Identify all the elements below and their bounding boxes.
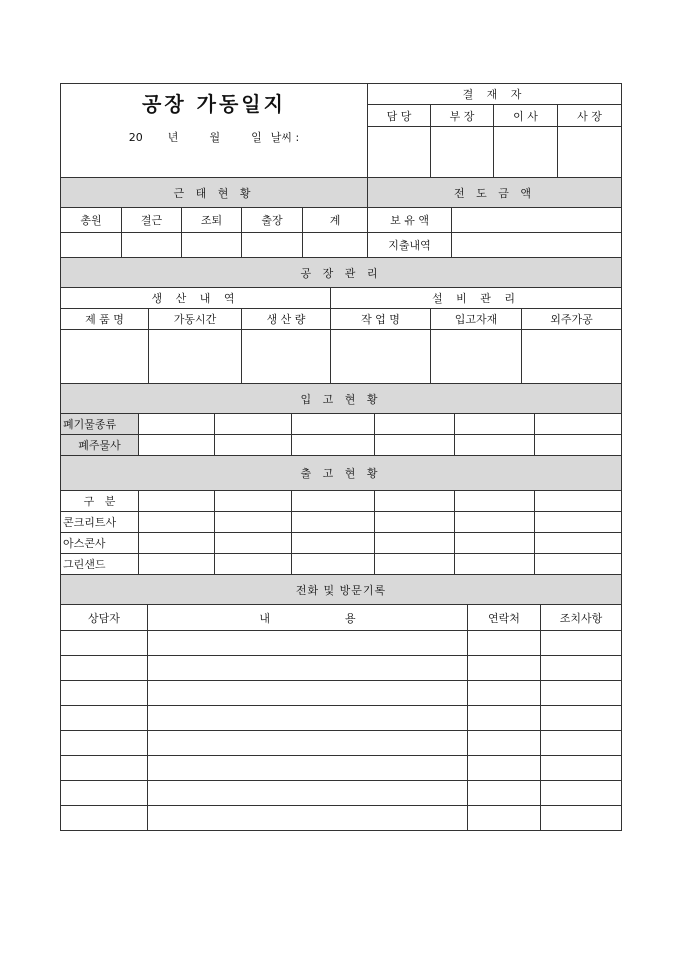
- outgoing-input[interactable]: [215, 533, 292, 554]
- attendance-input[interactable]: [61, 233, 122, 258]
- outgoing-input[interactable]: [139, 512, 215, 533]
- factory-input[interactable]: [522, 330, 622, 384]
- in-out-table: [60, 383, 622, 575]
- cash-input[interactable]: [452, 233, 622, 258]
- incoming-row-label: 폐주물사: [61, 435, 139, 456]
- cash-row-label: 보 유 액: [368, 208, 452, 233]
- record-input[interactable]: [148, 731, 468, 756]
- record-input[interactable]: [541, 631, 622, 656]
- factory-input[interactable]: [149, 330, 242, 384]
- incoming-row-label: 폐기물종류: [61, 414, 139, 435]
- record-input[interactable]: [148, 631, 468, 656]
- approver-label: 부 장: [431, 105, 494, 127]
- outgoing-input[interactable]: [535, 533, 622, 554]
- factory-col: 입고자재: [431, 309, 522, 330]
- incoming-input[interactable]: [215, 414, 292, 435]
- outgoing-row-label: 구 분: [61, 491, 139, 512]
- records-col-part: 내: [259, 611, 270, 625]
- date-day-label: 일: [251, 131, 262, 144]
- outgoing-input[interactable]: [535, 512, 622, 533]
- record-input[interactable]: [541, 681, 622, 706]
- records-title: 전화 및 방문기록: [61, 575, 622, 605]
- factory-col: 가동시간: [149, 309, 242, 330]
- incoming-input[interactable]: [139, 414, 215, 435]
- attendance-input[interactable]: [303, 233, 368, 258]
- factory-col: 작 업 명: [331, 309, 431, 330]
- factory-input[interactable]: [331, 330, 431, 384]
- record-input[interactable]: [61, 731, 148, 756]
- record-input[interactable]: [61, 806, 148, 831]
- outgoing-input[interactable]: [215, 491, 292, 512]
- date-line: [61, 129, 367, 145]
- record-input[interactable]: [148, 806, 468, 831]
- record-input[interactable]: [148, 681, 468, 706]
- records-table: [60, 574, 622, 831]
- outgoing-input[interactable]: [139, 533, 215, 554]
- record-input[interactable]: [61, 631, 148, 656]
- cash-row-label: 지출내역: [368, 233, 452, 258]
- records-col-part: 용: [345, 611, 356, 625]
- factory-col: 제 품 명: [61, 309, 149, 330]
- incoming-title: 입 고 현 황: [61, 384, 622, 414]
- signature-box[interactable]: [368, 127, 431, 178]
- outgoing-input[interactable]: [375, 554, 455, 575]
- incoming-input[interactable]: [292, 435, 375, 456]
- records-col: 조치사항: [541, 605, 622, 631]
- factory-input[interactable]: [431, 330, 522, 384]
- outgoing-input[interactable]: [455, 554, 535, 575]
- outgoing-input[interactable]: [375, 512, 455, 533]
- signature-box[interactable]: [558, 127, 622, 178]
- outgoing-input[interactable]: [292, 554, 375, 575]
- record-input[interactable]: [468, 656, 541, 681]
- approval-title: 결 재 자: [368, 84, 622, 105]
- factory-log-form: [60, 83, 621, 831]
- cash-title: 전 도 금 액: [368, 178, 622, 208]
- record-input[interactable]: [468, 731, 541, 756]
- outgoing-input[interactable]: [292, 533, 375, 554]
- record-input[interactable]: [541, 656, 622, 681]
- record-input[interactable]: [541, 731, 622, 756]
- record-input[interactable]: [541, 806, 622, 831]
- record-input[interactable]: [468, 781, 541, 806]
- outgoing-input[interactable]: [139, 491, 215, 512]
- factory-col: 외주가공: [522, 309, 622, 330]
- outgoing-input[interactable]: [535, 491, 622, 512]
- record-input[interactable]: [61, 781, 148, 806]
- attendance-input[interactable]: [242, 233, 303, 258]
- record-input[interactable]: [148, 656, 468, 681]
- record-input[interactable]: [61, 656, 148, 681]
- incoming-input[interactable]: [455, 435, 535, 456]
- date-year-label: 년: [167, 131, 179, 144]
- date-weather-label: 날씨 :: [270, 131, 300, 144]
- incoming-input[interactable]: [139, 435, 215, 456]
- attendance-title: 근 태 현 황: [61, 178, 368, 208]
- record-input[interactable]: [468, 681, 541, 706]
- attendance-col: 조퇴: [182, 208, 242, 233]
- outgoing-input[interactable]: [292, 512, 375, 533]
- attendance-col: 결근: [122, 208, 182, 233]
- outgoing-input[interactable]: [535, 554, 622, 575]
- outgoing-input[interactable]: [375, 491, 455, 512]
- production-title: 생 산 내 역: [61, 288, 331, 309]
- incoming-input[interactable]: [375, 414, 455, 435]
- date-month-label: 월: [209, 131, 221, 144]
- outgoing-input[interactable]: [215, 512, 292, 533]
- incoming-input[interactable]: [535, 414, 622, 435]
- approver-label: 이 사: [494, 105, 558, 127]
- outgoing-input[interactable]: [455, 491, 535, 512]
- record-input[interactable]: [61, 756, 148, 781]
- record-input[interactable]: [148, 781, 468, 806]
- incoming-input[interactable]: [215, 435, 292, 456]
- record-input[interactable]: [61, 681, 148, 706]
- outgoing-input[interactable]: [139, 554, 215, 575]
- record-input[interactable]: [541, 756, 622, 781]
- outgoing-title: 출 고 현 황: [61, 456, 622, 491]
- signature-box[interactable]: [494, 127, 558, 178]
- record-input[interactable]: [541, 781, 622, 806]
- signature-box[interactable]: [431, 127, 494, 178]
- attendance-cash-table: [60, 177, 622, 258]
- attendance-input[interactable]: [122, 233, 182, 258]
- records-col-content: [148, 605, 468, 631]
- factory-input[interactable]: [242, 330, 331, 384]
- title-cell: [61, 84, 368, 178]
- outgoing-input[interactable]: [455, 533, 535, 554]
- attendance-col: 계: [303, 208, 368, 233]
- factory-input[interactable]: [61, 330, 149, 384]
- record-input[interactable]: [468, 706, 541, 731]
- date-year: 20: [128, 131, 143, 144]
- record-input[interactable]: [61, 706, 148, 731]
- outgoing-row-label: 콘크리트사: [61, 512, 139, 533]
- approver-label: 사 장: [558, 105, 622, 127]
- incoming-input[interactable]: [375, 435, 455, 456]
- outgoing-row-label: 아스콘사: [61, 533, 139, 554]
- record-input[interactable]: [148, 706, 468, 731]
- outgoing-input[interactable]: [215, 554, 292, 575]
- header-table: [60, 83, 622, 178]
- equipment-title: 설 비 관 리: [331, 288, 622, 309]
- factory-col: 생 산 량: [242, 309, 331, 330]
- outgoing-input[interactable]: [292, 491, 375, 512]
- factory-table: [60, 257, 622, 384]
- records-col: 상담자: [61, 605, 148, 631]
- incoming-input[interactable]: [535, 435, 622, 456]
- cash-input[interactable]: [452, 208, 622, 233]
- record-input[interactable]: [468, 631, 541, 656]
- attendance-col: 총원: [61, 208, 122, 233]
- outgoing-input[interactable]: [375, 533, 455, 554]
- attendance-input[interactable]: [182, 233, 242, 258]
- record-input[interactable]: [468, 756, 541, 781]
- approver-label: 담 당: [368, 105, 431, 127]
- records-col: 연락처: [468, 605, 541, 631]
- attendance-col: 출장: [242, 208, 303, 233]
- page-title: 공장 가동일지: [142, 92, 286, 116]
- incoming-input[interactable]: [455, 414, 535, 435]
- record-input[interactable]: [148, 756, 468, 781]
- outgoing-input[interactable]: [455, 512, 535, 533]
- record-input[interactable]: [468, 806, 541, 831]
- incoming-input[interactable]: [292, 414, 375, 435]
- factory-title: 공 장 관 리: [61, 258, 622, 288]
- outgoing-row-label: 그린샌드: [61, 554, 139, 575]
- record-input[interactable]: [541, 706, 622, 731]
